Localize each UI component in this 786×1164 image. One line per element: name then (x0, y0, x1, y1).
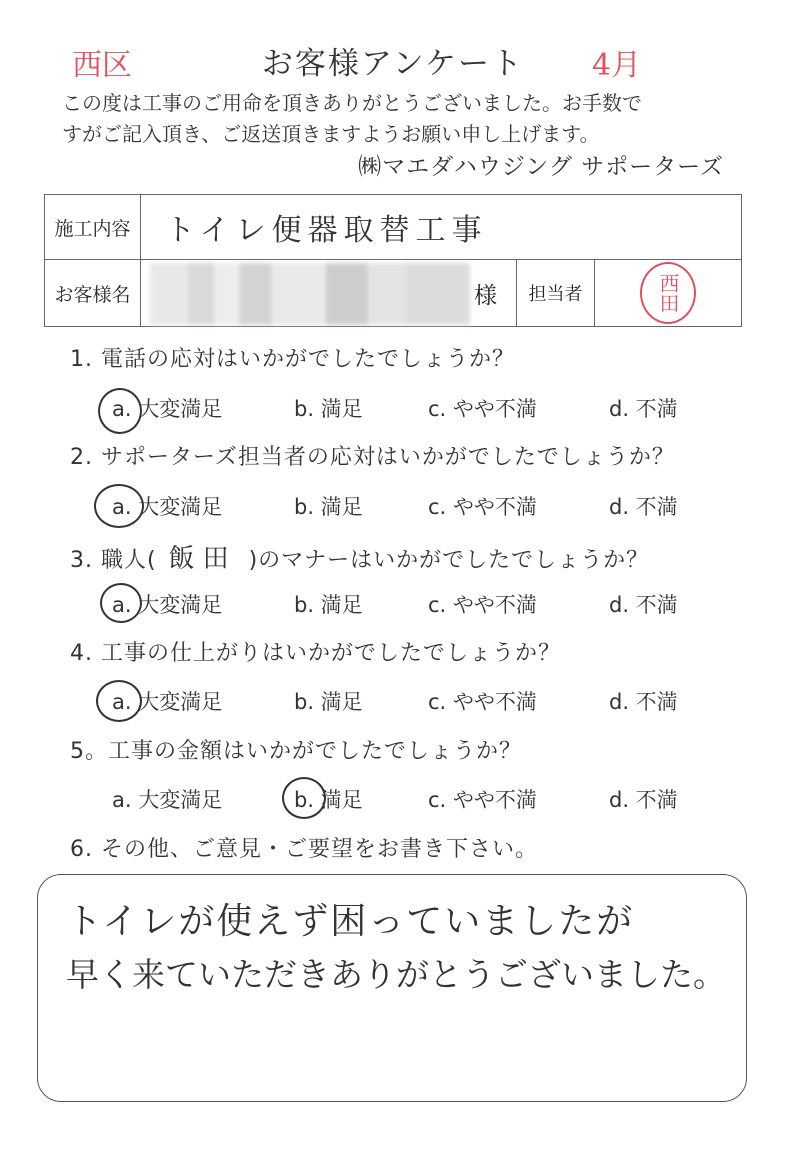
customer-label: お客様名 (45, 260, 141, 326)
survey-title: お客様アンケート (261, 46, 525, 82)
ward-note: 西区 (72, 48, 132, 83)
question-4: 4. 工事の仕上がりはいかがでしたでしょうか？ (70, 641, 561, 666)
company-name: ㈱マエダハウジング サポーターズ (358, 154, 724, 180)
craftsman-name: 飯田 (168, 544, 237, 574)
q1-option-b[interactable]: b. 満足 (294, 397, 363, 421)
q5-option-d[interactable]: d. 不満 (609, 788, 678, 812)
q3-option-b[interactable]: b. 満足 (294, 593, 363, 617)
comment-box[interactable] (37, 874, 747, 1102)
q2-option-b[interactable]: b. 満足 (294, 495, 363, 519)
work-value: トイレ便器取替工事 (141, 195, 741, 260)
q5-option-a[interactable]: a. 大変満足 (112, 788, 223, 812)
intro-line-1: この度は工事のご用命を頂きありがとうございました。お手数で (62, 91, 642, 115)
intro-line-2: すがご記入頂き、ご返送頂きますようお願い申し上げます。 (62, 122, 600, 146)
q1-option-d[interactable]: d. 不満 (609, 397, 678, 421)
comment-line-1: トイレが使えず困っていましたが (66, 901, 635, 942)
work-label: 施工内容 (45, 195, 141, 260)
q4-option-c[interactable]: c. やや不満 (428, 690, 537, 714)
q2-option-a[interactable]: a. 大変満足 (112, 495, 223, 519)
q1-option-a[interactable]: a. 大変満足 (112, 397, 223, 421)
q5-option-b[interactable]: b. 満足 (294, 788, 363, 812)
comment-line-2: 早く来ていただきありがとうございました。 (66, 955, 726, 994)
month-note: 4月 (592, 48, 642, 83)
q2-option-d[interactable]: d. 不満 (609, 495, 678, 519)
staff-label: 担当者 (517, 260, 595, 326)
question-2: 2. サポーターズ担当者の応対はいかがでしたでしょうか？ (70, 445, 675, 470)
honorific: 様 (455, 260, 517, 326)
q3-option-c[interactable]: c. やや不満 (428, 593, 537, 617)
question-3 (70, 538, 649, 575)
q5-option-c[interactable]: c. やや不満 (428, 788, 537, 812)
staff-stamp: 西田 (640, 262, 696, 324)
q1-option-c[interactable]: c. やや不満 (428, 397, 537, 421)
q3-option-d[interactable]: d. 不満 (609, 593, 678, 617)
question-6: 6. その他、ご意見・ご要望をお書き下さい。 (70, 837, 538, 862)
q4-option-b[interactable]: b. 満足 (294, 690, 363, 714)
intro-text (62, 88, 752, 150)
question-5: 5。工事の金額はいかがでしたでしょうか？ (70, 739, 522, 764)
q3-option-a[interactable]: a. 大変満足 (112, 593, 223, 617)
q2-option-c[interactable]: c. やや不満 (428, 495, 537, 519)
question-3-suffix: )のマナーはいかがでしたでしょうか？ (248, 548, 650, 573)
question-3-prefix: 3. 職人( (70, 548, 157, 573)
question-1: 1. 電話の応対はいかがでしたでしょうか？ (70, 347, 515, 372)
redacted-customer-name (150, 263, 470, 325)
staff-stamp-cell (595, 260, 741, 326)
q4-option-d[interactable]: d. 不満 (609, 690, 678, 714)
q4-option-a[interactable]: a. 大変満足 (112, 690, 223, 714)
